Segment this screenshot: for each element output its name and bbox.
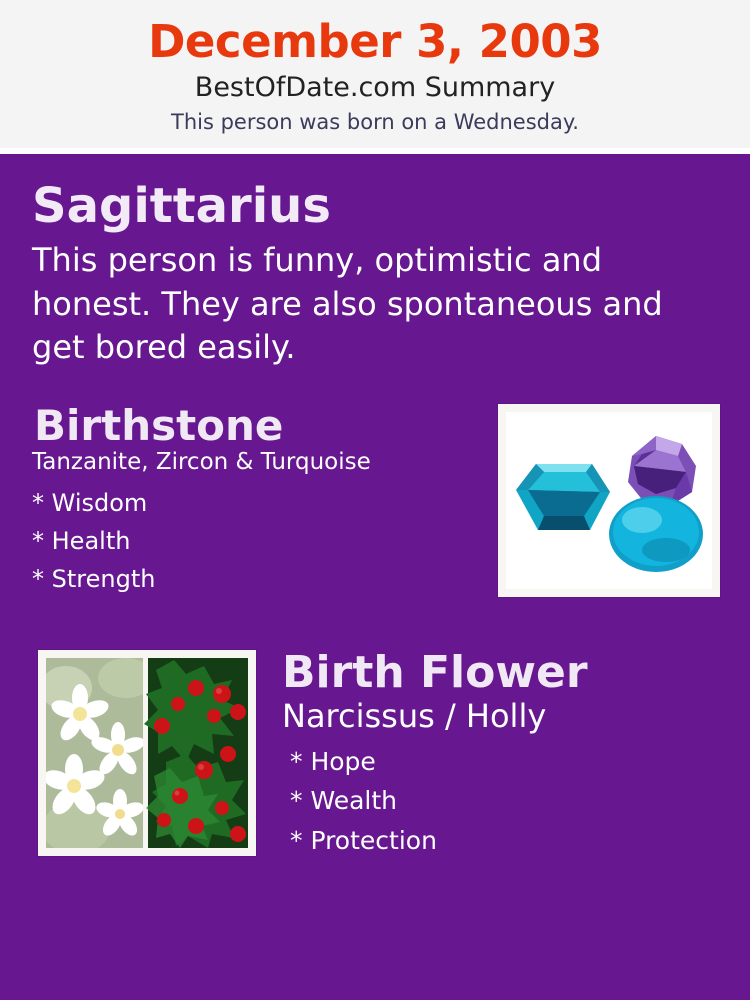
- header: [0, 0, 750, 148]
- birthstone-text: [30, 401, 470, 594]
- birth-flower-title: Birth Flower: [282, 647, 588, 699]
- flowers-illustration: [46, 658, 248, 848]
- gems-illustration: [506, 412, 712, 589]
- site-summary-label: BestOfDate.com Summary: [194, 72, 556, 104]
- birthstone-names: Tanzanite, Zircon & Turquoise: [32, 449, 371, 476]
- birthstone-trait: * Strength: [32, 565, 156, 594]
- birthstone-trait: * Wisdom: [32, 488, 148, 517]
- zodiac-description: This person is funny, optimistic and honest. They are also spontaneous and get bored easily.: [32, 240, 663, 367]
- birth-flower-trait: * Protection: [290, 825, 437, 855]
- birth-flower-text: [282, 647, 720, 855]
- birth-flower-trait: * Hope: [290, 746, 376, 776]
- narcissus-holly-photo: [38, 650, 256, 856]
- birthstone-section: [30, 401, 720, 624]
- zodiac-sign-title: Sagittarius: [32, 178, 331, 235]
- birthstone-trait: * Health: [32, 527, 131, 556]
- main-content: [0, 154, 750, 1000]
- birth-flower-section: [30, 647, 720, 880]
- birth-flower-names: Narcissus / Holly: [282, 696, 547, 735]
- born-day-note: This person was born on a Wednesday.: [171, 109, 579, 134]
- page-title: December 3, 2003: [148, 15, 602, 68]
- birthstone-gems-photo: [498, 404, 720, 597]
- birth-flower-trait: * Wealth: [290, 786, 397, 816]
- birthstone-title: Birthstone: [34, 401, 284, 451]
